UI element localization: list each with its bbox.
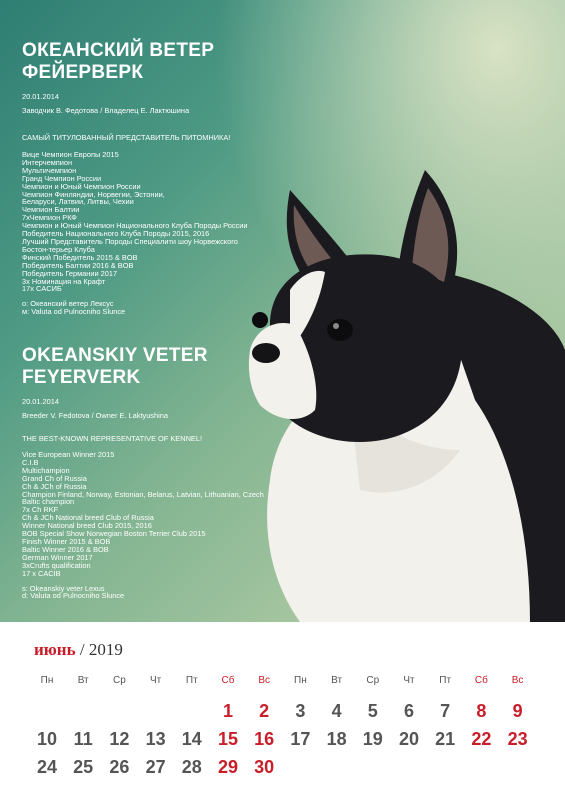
calendar-day: 9 [512,701,523,721]
month-separator: / [79,640,85,659]
calendar-day: 23 [507,729,528,749]
ru-titles-list [22,151,248,293]
calendar-day: 24 [36,757,58,777]
year: 2019 [88,640,123,659]
list-item: Чемпион и Юный Чемпион Национального Клуба Породы России [22,221,248,231]
ru-sire: о: Океанский ветер Лексус [22,299,114,309]
calendar-day: 4 [331,701,342,721]
list-item: Победитель Национального Клуба Породы 2015, 2016 [22,229,210,239]
weekday-header: Чт [403,675,415,686]
list-item: Winner National breed Club 2015, 2016 [22,521,152,531]
calendar-day: 8 [476,701,487,721]
weekday-header: Вт [331,675,343,686]
weekday-header: Ср [366,675,380,686]
weekday-header: Пт [185,675,198,686]
list-item: Чемпион Финляндии, Норвегии, Эстонии, [22,189,165,199]
ru-tagline: САМЫЙ ТИТУЛОВАННЫЙ ПРЕДСТАВИТЕЛЬ ПИТОМНИКА! [22,133,231,142]
calendar-day: 17 [290,729,311,749]
calendar-day: 22 [471,729,492,749]
calendar-day: 5 [367,701,378,721]
calendar-day: 25 [73,757,94,777]
list-item: Бостон-терьер Клуба [22,244,95,254]
calendar-day: 3 [295,701,306,721]
list-item: Вице Чемпион Европы 2015 [22,150,119,159]
ru-date: 20.01.2014 [22,92,59,101]
calendar-day: 19 [362,729,383,749]
list-item: Чемпион и Юный Чемпион России [22,181,141,191]
calendar-day: 14 [181,729,202,749]
calendar-day: 29 [217,757,239,777]
ru-title-line-2: ФЕЙЕРВЕРК [22,62,144,83]
list-item: Интерчемпион [22,157,73,167]
list-item: Финский Победитель 2015 & BOB [22,252,138,262]
list-item: 3xCrufts qualification [22,560,91,570]
calendar-day: 11 [73,729,93,749]
list-item: Мультичемпион [22,165,77,175]
calendar-day: 10 [36,729,58,749]
calendar-day: 27 [145,757,166,777]
ru-dam: м: Valuta od Pulnocniho Slunce [22,307,126,317]
en-dam: d: Valuta od Pulnocniho Slunce [22,591,125,601]
list-item: Vice European Winner 2015 [22,450,115,459]
boston-terrier-photo [230,150,565,622]
calendar-day: 6 [403,701,414,721]
weekday-header: Ср [112,675,126,686]
list-item: 7x Ch RKF [22,505,59,515]
list-item: Ch & JCh of Russia [22,481,87,491]
list-item: 17х CACИБ [22,284,62,294]
list-item: 3х Номинация на Крафт [22,276,106,286]
calendar-grid [0,622,565,799]
list-item: Гранд Чемпион России [22,173,102,183]
list-item: Baltic Winner 2016 & BOB [22,544,109,554]
en-date: 20.01.2014 [22,397,59,406]
list-item: Победитель Германии 2017 [22,268,118,278]
calendar-day: 15 [217,729,239,749]
weekday-header: Вс [511,675,524,686]
ru-breeder: Заводчик В. Федотова / Владелец Е. Лактюшина [22,106,190,115]
list-item: Multichampion [22,465,70,475]
list-item: Чемпион Балтии [22,205,80,215]
calendar-day: 21 [435,729,456,749]
calendar-day: 26 [109,757,130,777]
list-item: BOB Special Show Norwegian Boston Terrier Club 2015 [22,529,206,539]
calendar-day: 18 [326,729,347,749]
list-item: Победитель Балтии 2016 & BOB [22,260,134,270]
calendar-day: 7 [440,701,451,721]
calendar-month-heading [34,640,123,660]
en-sire: s: Okeanskiy veter Lexus [22,583,105,593]
weekday-header: Чт [149,675,162,686]
en-title-line-2: FEYERVERK [22,367,141,388]
weekday-header: Сб [474,675,488,686]
en-tagline: THE BEST-KNOWN REPRESENTATIVE OF KENNEL! [22,434,203,443]
weekday-header: Вс [258,675,271,686]
weekday-header: Пн [294,675,307,686]
list-item: Grand Ch of Russia [22,473,87,483]
en-title-line-1: OKEANSKIY VETER [22,345,208,366]
calendar-day: 13 [145,729,166,749]
weekday-header: Вт [77,675,89,686]
list-item: Ch & JCh National breed Club of Russia [22,513,154,523]
calendar-day: 12 [109,729,130,749]
en-breeder: Breeder V. Fedotova / Owner E. Laktyushina [22,411,168,420]
list-item: Беларуси, Латвии, Литвы, Чехии [22,197,134,207]
list-item: 7хЧемпион РКФ [22,213,77,223]
en-titles-list [22,451,264,578]
ru-title-line-1: ОКЕАНСКИЙ ВЕТЕР [22,40,215,61]
calendar-day: 30 [254,757,275,777]
english-text-block [22,345,264,600]
calendar-day: 2 [259,701,270,721]
list-item: Лучший Представитель Породы Специалити шоу Норвежского [22,236,238,246]
calendar-day: 1 [222,701,233,721]
list-item: Finish Winner 2015 & BOB [22,536,111,546]
weekday-header: Пт [439,675,452,686]
calendar-day: 28 [181,757,202,777]
month-name: июнь [34,640,76,659]
weekday-header: Пн [40,675,54,686]
russian-text-block [22,40,248,316]
list-item: 17 x CACIB [22,568,61,578]
weekday-header: Сб [221,675,235,686]
list-item: C.I.B [22,457,39,467]
list-item: Champion Finland, Norway, Estonian, Belarus, Latvian, Lithuanian, Czech [22,489,264,499]
list-item: Baltic champion [22,497,75,507]
calendar-day: 20 [398,729,420,749]
calendar-day: 16 [254,729,275,749]
list-item: German Winner 2017 [22,552,93,562]
